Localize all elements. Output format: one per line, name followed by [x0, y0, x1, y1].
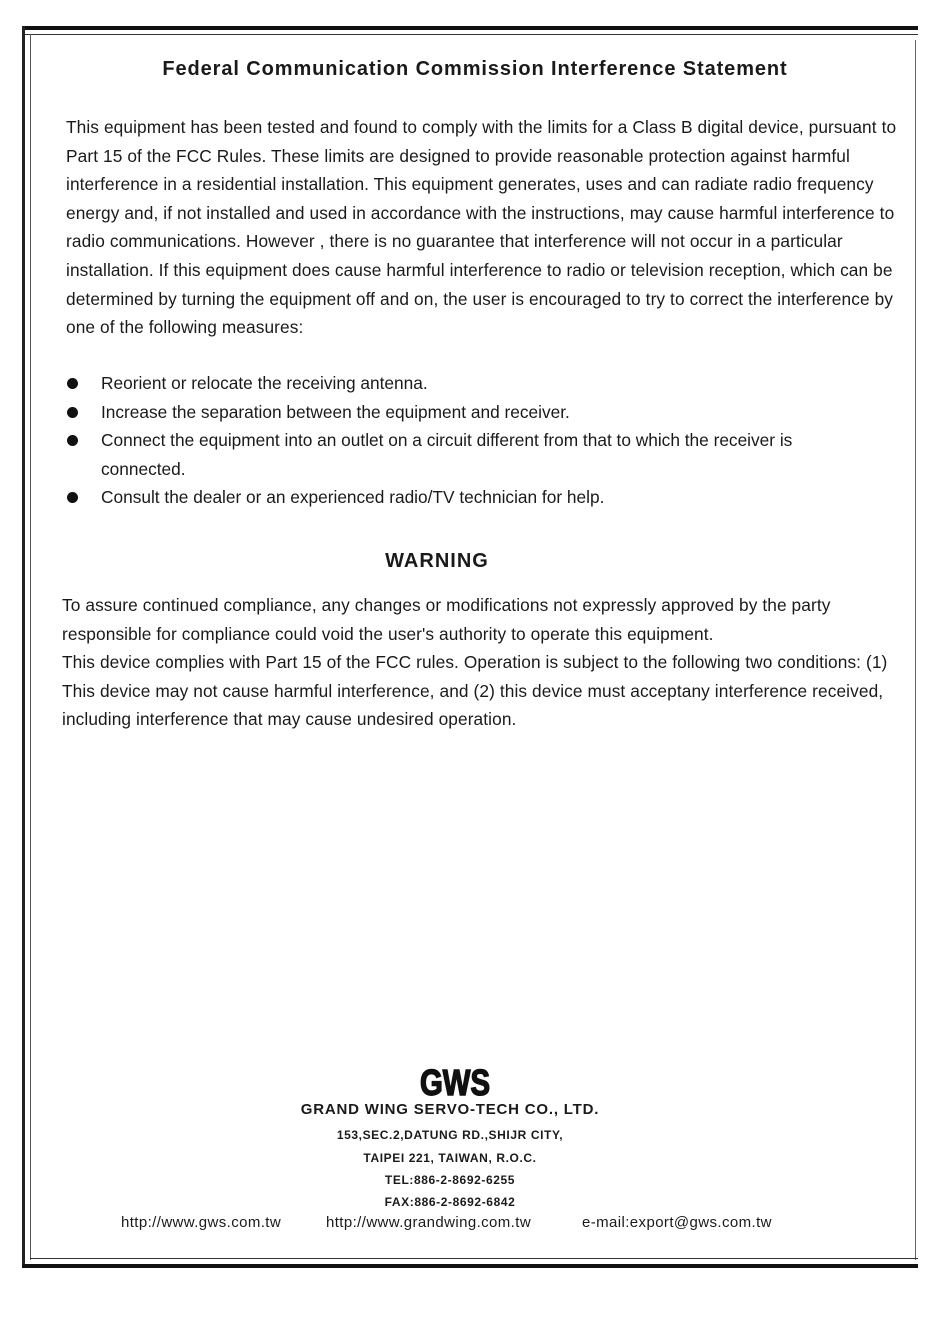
- measure-text: Increase the separation between the equipment and receiver.: [101, 401, 570, 422]
- page-border-bottom: [22, 1264, 918, 1268]
- measure-text: Connect the equipment into an outlet on a circuit different from that to which the receiver is connected.: [101, 430, 793, 479]
- warning-section: [62, 591, 912, 734]
- page-border-bottom-inner: [30, 1258, 918, 1259]
- warning-paragraph: To assure continued compliance, any changes or modifications not expressly approved by the party responsible for compliance could void the user's authority to operate this equipment.: [62, 595, 831, 644]
- list-item: [62, 483, 842, 512]
- page-border-top: [22, 26, 918, 30]
- intro-paragraph: This equipment has been tested and found to comply with the limits for a Class B digital device, pursuant to Part 15 of the FCC Rules. These limits are designed to provide reasonable protection against harmful interference in a residential installation. This equipment generates, uses and can radiate radio frequency energy and, if not installed and used in accordance with the instructions, may cause harmful interference to radio communications. However , there is no guarantee that interference will not occur in a particular installation. If this equipment does cause harmful interference to radio or television reception, which can be determined by turning the equipment off and on, the user is encouraged to try to correct the interference by one of the following measures:: [66, 117, 897, 338]
- website-link-gws[interactable]: http://www.gws.com.tw: [121, 1214, 282, 1231]
- page-title: Federal Communication Commission Interference Statement: [162, 58, 788, 80]
- list-item: [62, 426, 842, 483]
- measure-text: Consult the dealer or an experienced radio/TV technician for help.: [101, 487, 605, 508]
- logo-text: GWS: [420, 1062, 490, 1103]
- page-border-right: [915, 40, 916, 1260]
- address-line-1: 153,SEC.2,DATUNG RD.,SHIJR CITY,: [336, 1128, 564, 1142]
- gws-logo: [418, 1062, 492, 1103]
- website-link-grandwing[interactable]: http://www.grandwing.com.tw: [326, 1214, 532, 1231]
- conditions-paragraph: This device complies with Part 15 of the FCC rules. Operation is subject to the following two conditions: (1) This device may not cause harmful interference, and (2) this device must acceptany interference received, including interference that may cause undesired operation.: [62, 652, 888, 730]
- fax: FAX:886-2-8692-6842: [384, 1195, 516, 1209]
- page-border-left-inner: [30, 34, 31, 1260]
- warning-heading: WARNING: [385, 550, 489, 572]
- bullet-icon: [67, 407, 78, 418]
- telephone: TEL:886-2-8692-6255: [384, 1173, 516, 1187]
- address-line-2: TAIPEI 221, TAIWAN, R.O.C.: [363, 1151, 537, 1165]
- page-border-left: [22, 26, 25, 1266]
- bullet-icon: [67, 435, 78, 446]
- list-item: [62, 369, 842, 398]
- page-border-top-inner: [22, 34, 918, 35]
- bullet-icon: [67, 492, 78, 503]
- bullet-icon: [67, 378, 78, 389]
- list-item: [62, 398, 842, 427]
- email-link[interactable]: e-mail:export@gws.com.tw: [582, 1214, 772, 1231]
- measure-text: Reorient or relocate the receiving antenna.: [101, 373, 428, 393]
- company-name: GRAND WING SERVO-TECH CO., LTD.: [300, 1101, 600, 1118]
- measures-list: [62, 369, 842, 512]
